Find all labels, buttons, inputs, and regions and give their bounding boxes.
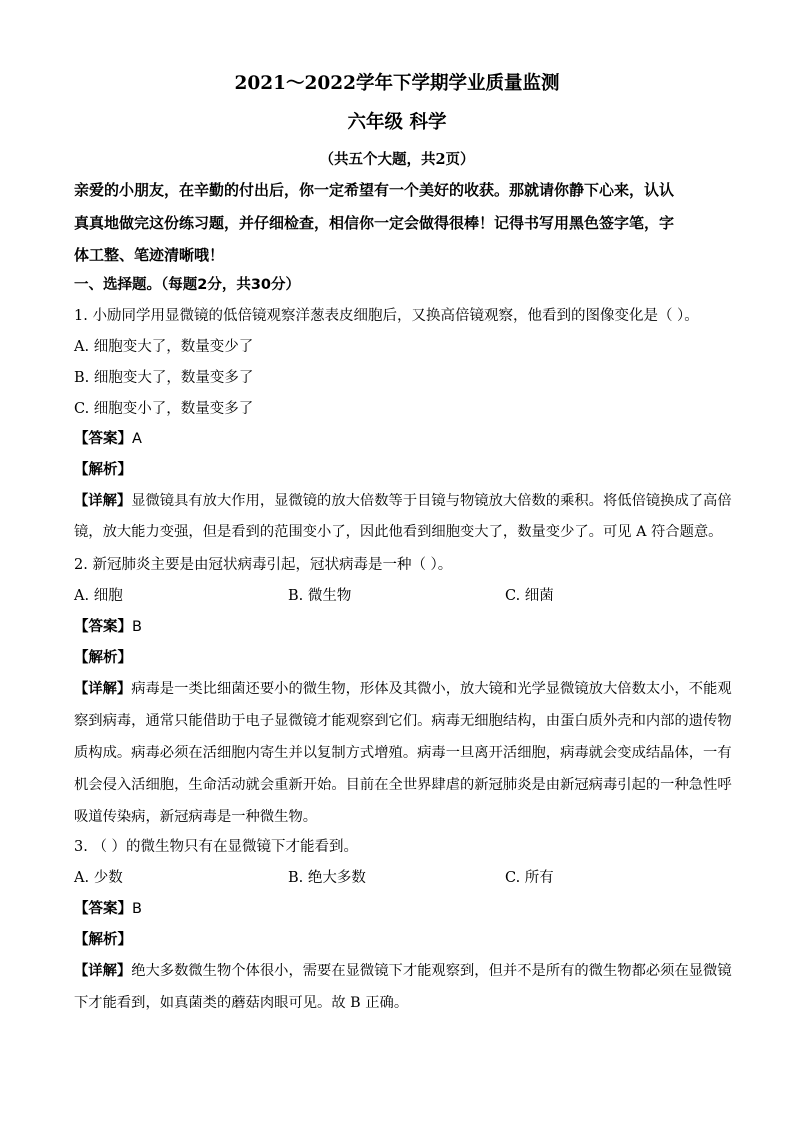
question-1-detail-line-2: 镜，放大能力变强，但是看到的范围变小了，因此他看到细胞变大了，数量变少了。可见 A 符合题意。 — [74, 524, 723, 540]
analysis-label: 【解析】 — [74, 650, 132, 666]
exam-title: 2021～2022学年下学期学业质量监测 — [234, 73, 560, 94]
question-2-detail-line-5: 吸道传染病，新冠病毒是一种微生物。 — [74, 809, 318, 825]
detail-label: 【详解】 — [74, 681, 132, 697]
question-3-detail-line-2: 下才能看到，如真菌类的蘑菇肉眼可见。故 B 正确。 — [74, 995, 409, 1011]
question-2-stem: 2. 新冠肺炎主要是由冠状病毒引起，冠状病毒是一种（ ）。 — [74, 557, 453, 573]
question-3-option-c: C. 所有 — [505, 870, 554, 886]
answer-label: 【答案】 — [74, 431, 132, 447]
intro-line-2: 真真地做完这份练习题，并仔细检查，相信你一定会做得很棒！记得书写用黑色签字笔，字 — [74, 214, 675, 232]
answer-value: A — [132, 431, 142, 447]
question-2-option-b: B. 微生物 — [288, 588, 352, 604]
question-3-analysis — [74, 930, 132, 950]
question-1-option-a: A. 细胞变大了，数量变少了 — [74, 339, 254, 355]
detail-text: 病毒是一类比细菌还要小的微生物，形体及其微小，放大镜和光学显微镜放大倍数太小，不能观 — [131, 681, 732, 697]
question-2-detail-line-1 — [74, 679, 732, 699]
question-1-detail-line-1 — [74, 491, 732, 511]
answer-value: B — [132, 901, 142, 917]
question-3-option-a: A. 少数 — [74, 870, 123, 886]
question-3-option-b: B. 绝大多数 — [288, 870, 366, 886]
question-1-stem: 1. 小励同学用显微镜的低倍镜观察洋葱表皮细胞后，又换高倍镜观察，他看到的图像变化是（ ）。 — [74, 308, 699, 324]
analysis-label: 【解析】 — [74, 932, 132, 948]
question-1-answer — [74, 429, 142, 449]
question-3-detail-line-1 — [74, 961, 732, 981]
answer-label: 【答案】 — [74, 619, 132, 635]
question-2-option-c: C. 细菌 — [505, 588, 554, 604]
detail-label: 【详解】 — [74, 493, 132, 509]
answer-label: 【答案】 — [74, 901, 132, 917]
intro-line-1: 亲爱的小朋友，在辛勤的付出后，你一定希望有一个美好的收获。那就请你静下心来，认认 — [74, 181, 675, 199]
question-2-option-a: A. 细胞 — [74, 588, 123, 604]
exam-note: （共五个大题，共2页） — [319, 151, 475, 168]
detail-text: 绝大多数微生物个体很小，需要在显微镜下才能观察到，但并不是所有的微生物都必须在显微镜 — [131, 963, 732, 979]
question-1-option-c: C. 细胞变小了，数量变多了 — [74, 401, 254, 417]
question-1-option-b: B. 细胞变大了，数量变多了 — [74, 370, 254, 386]
detail-text: 显微镜具有放大作用，显微镜的放大倍数等于目镜与物镜放大倍数的乘积。将低倍镜换成了高倍 — [131, 493, 732, 509]
question-3-answer — [74, 899, 142, 919]
analysis-label: 【解析】 — [74, 462, 132, 478]
intro-line-3: 体工整、笔迹清晰哦！ — [74, 246, 225, 264]
question-2-answer — [74, 617, 142, 637]
question-2-detail-line-3: 质构成。病毒必须在活细胞内寄生并以复制方式增殖。病毒一旦离开活细胞，病毒就会变成结晶体，一有 — [74, 745, 732, 761]
detail-label: 【详解】 — [74, 963, 132, 979]
question-1-analysis — [74, 460, 132, 480]
question-2-analysis — [74, 648, 132, 668]
exam-subtitle: 六年级 科学 — [347, 112, 447, 133]
question-2-detail-line-2: 察到病毒，通常只能借助于电子显微镜才能观察到它们。病毒无细胞结构，由蛋白质外壳和内部的遗传物 — [74, 713, 732, 729]
question-2-detail-line-4: 机会侵入活细胞，生命活动就会重新开始。目前在全世界肆虐的新冠肺炎是由新冠病毒引起的一种急性呼 — [74, 777, 732, 793]
section-heading: 一、选择题。（每题2分，共30分） — [74, 277, 301, 293]
question-3-stem: 3. （ ）的微生物只有在显微镜下才能看到。 — [74, 839, 359, 855]
answer-value: B — [132, 619, 142, 635]
